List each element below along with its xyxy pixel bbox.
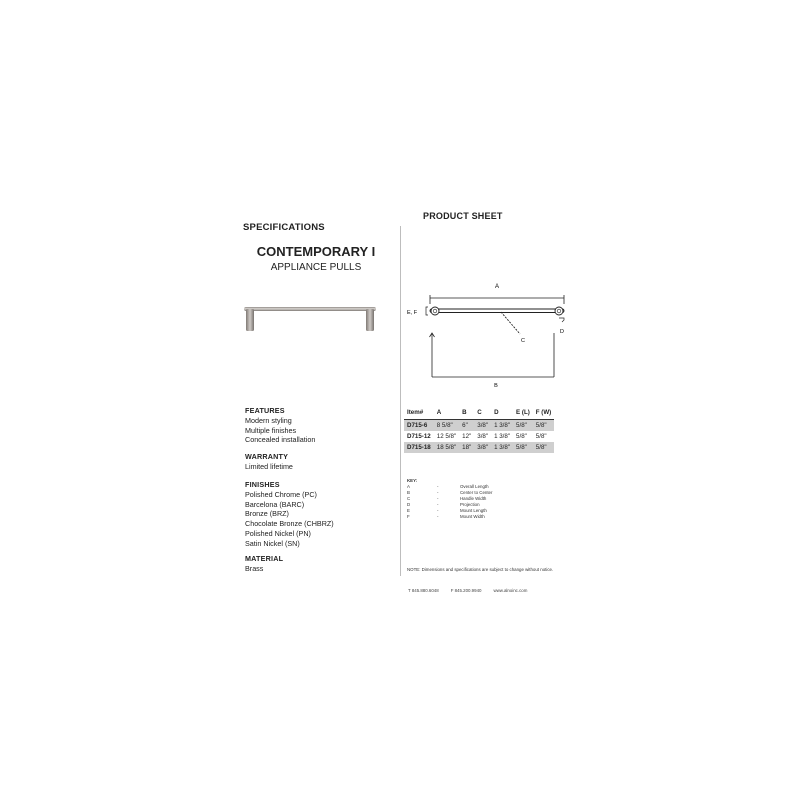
key-letter: B — [407, 490, 410, 495]
warranty-section — [245, 452, 293, 472]
key-description: Mount Width — [460, 514, 485, 519]
finishes-heading: FINISHES — [245, 480, 280, 489]
key-title: KEY: — [407, 478, 418, 483]
material-section — [245, 554, 283, 574]
key-letter: E — [407, 508, 410, 513]
features-heading: FEATURES — [245, 406, 285, 415]
finishes-section — [245, 480, 334, 549]
footer-phone: T 845.880.6048 — [408, 588, 439, 593]
key-separator: - — [437, 508, 439, 513]
table-row — [404, 431, 554, 442]
column-header: B — [459, 407, 474, 420]
table-cell: 1 3/8" — [491, 431, 513, 442]
finishes-item: Satin Nickel (SN) — [245, 538, 300, 548]
product-photo — [240, 295, 380, 335]
features-section — [245, 406, 315, 445]
table-cell: 1 3/8" — [491, 420, 513, 432]
key-letter: F — [407, 514, 410, 519]
key-separator: - — [437, 496, 439, 501]
table-header-row — [404, 407, 554, 420]
column-header: Item# — [404, 407, 434, 420]
table-cell: 18 5/8" — [434, 442, 459, 453]
footer-fax: F 845.200.9940 — [450, 588, 482, 593]
finishes-item: Polished Chrome (PC) — [245, 489, 317, 499]
warranty-heading: WARRANTY — [245, 452, 289, 461]
warranty-item: Limited lifetime — [245, 461, 293, 471]
diagram-label-d: D — [560, 329, 564, 335]
key-description: Center to Center — [460, 490, 493, 495]
table-cell: 5/8" — [533, 442, 554, 453]
footer-website: www.alnoinc.com — [493, 588, 528, 593]
key-letter: A — [407, 484, 410, 489]
key-letter: D — [407, 502, 411, 507]
table-cell: 5/8" — [513, 431, 533, 442]
column-divider — [400, 226, 401, 576]
table-cell: 5/8" — [513, 420, 533, 432]
diagram-label-ef: E, F — [407, 310, 418, 316]
features-item: Modern styling — [245, 415, 292, 425]
diagram-label-b: B — [494, 383, 498, 389]
column-header: A — [434, 407, 459, 420]
table-cell: 5/8" — [513, 442, 533, 453]
column-header: D — [491, 407, 513, 420]
table-cell: 5/8" — [533, 431, 554, 442]
table-cell: 18" — [459, 442, 474, 453]
contact-footer — [408, 588, 539, 593]
column-header: C — [474, 407, 491, 420]
diagram-label-c: C — [521, 338, 525, 344]
key-separator: - — [437, 484, 439, 489]
key-description: Handle Width — [460, 496, 487, 501]
dimension-diagram — [402, 276, 578, 390]
product-sheet-heading: PRODUCT SHEET — [423, 211, 503, 221]
table-cell: 3/8" — [474, 431, 491, 442]
material-heading: MATERIAL — [245, 554, 284, 563]
key-description: Projection — [460, 502, 480, 507]
table-cell: D715-18 — [404, 442, 434, 453]
key-separator: - — [437, 490, 439, 495]
column-header: F (W) — [533, 407, 554, 420]
column-header: E (L) — [513, 407, 533, 420]
table-cell: 3/8" — [474, 420, 491, 432]
finishes-item: Polished Nickel (PN) — [245, 528, 311, 538]
table-cell: 3/8" — [474, 442, 491, 453]
material-item: Brass — [245, 563, 264, 573]
features-item: Multiple finishes — [245, 425, 297, 435]
key-separator: - — [437, 514, 439, 519]
key-description: Overall Length — [460, 484, 489, 489]
finishes-item: Bronze (BRZ) — [245, 509, 289, 519]
table-cell: 8 5/8" — [434, 420, 459, 432]
features-item: Concealed installation — [245, 435, 316, 445]
dimensions-table — [404, 407, 554, 453]
finishes-item: Barcelona (BARC) — [245, 499, 305, 509]
table-cell: 12 5/8" — [434, 431, 459, 442]
key-row — [407, 514, 520, 520]
product-subtitle: APPLIANCE PULLS — [270, 262, 362, 273]
table-cell: 12" — [459, 431, 474, 442]
table-cell: 1 3/8" — [491, 442, 513, 453]
table-row — [404, 442, 554, 453]
dimension-key — [407, 478, 520, 520]
key-description: Mount Length — [460, 508, 487, 513]
product-title: CONTEMPORARY I — [256, 244, 376, 259]
table-cell: 6" — [459, 420, 474, 432]
table-row — [404, 420, 554, 432]
diagram-label-a: A — [494, 284, 500, 290]
table-cell: D715-6 — [404, 420, 434, 432]
disclaimer-note: NOTE: Dimensions and specifications are subject to change without notice. — [407, 567, 554, 572]
specifications-heading: SPECIFICATIONS — [243, 222, 325, 233]
key-separator: - — [437, 502, 439, 507]
table-cell: 5/8" — [533, 420, 554, 432]
finishes-item: Chocolate Bronze (CHBRZ) — [245, 519, 334, 529]
table-cell: D715-12 — [404, 431, 434, 442]
key-letter: C — [407, 496, 411, 501]
